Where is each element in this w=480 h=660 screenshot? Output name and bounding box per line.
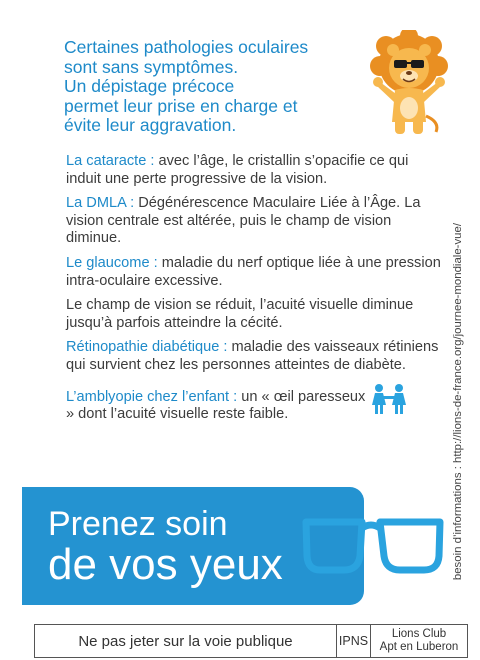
club-line-1: Lions Club	[391, 628, 447, 640]
intro-text	[64, 38, 364, 136]
intro-line: Un dépistage précoce	[64, 76, 235, 96]
description: maladie du nerf optique liée à une pression intra-oculaire excessive.	[66, 254, 441, 289]
section-amblyopie	[66, 389, 366, 424]
description: Le champ de vision se réduit, l’acuité visuelle diminue jusqu’à parfois atteindre la cécité.	[66, 297, 414, 331]
glasses-icon	[300, 512, 450, 580]
section-champ-vision	[66, 297, 446, 332]
term: L’amblyopie chez l’enfant :	[66, 388, 238, 405]
section-cataracte	[66, 153, 446, 188]
term: La DMLA :	[66, 195, 135, 212]
description: avec l’âge, le cristallin s’opacifie ce qui induit une perte progressive de la vision.	[66, 153, 409, 187]
description: maladie des vaisseaux rétiniens qui survient chez les personnes atteintes de diabète.	[66, 339, 439, 373]
intro-line: évite leur aggravation.	[64, 115, 237, 135]
section-dmla	[66, 195, 446, 248]
section-retinopathie	[66, 339, 446, 374]
children-icon	[366, 383, 412, 415]
term: Le glaucome :	[66, 254, 158, 271]
term: La cataracte :	[66, 153, 155, 169]
intro-line: sont sans symptômes.	[64, 56, 239, 77]
description: Dégénérescence Maculaire Liée à l’Âge. La vision centrale est altérée, puis le champ de vision diminue.	[66, 195, 421, 247]
footer-box	[34, 624, 468, 658]
club-name	[371, 625, 467, 657]
lion-mascot-icon	[366, 30, 452, 138]
description: un « œil paresseux » dont l’acuité visuelle reste faible.	[66, 388, 366, 423]
section-glaucome	[66, 255, 446, 290]
info-url-text: besoin d’informations : http://lions-de-france.org/journee-mondiale-vue/	[452, 222, 464, 580]
intro-line: Certaines pathologies oculaires	[64, 37, 309, 57]
disposal-warning: Ne pas jeter sur la voie publique	[35, 625, 337, 657]
intro-line: permet leur prise en charge et	[64, 95, 298, 116]
term: Rétinopathie diabétique :	[66, 339, 228, 356]
info-url-note	[449, 160, 471, 580]
slogan-line-1: Prenez soin	[48, 505, 228, 543]
club-line-2: Apt en Luberon	[379, 641, 459, 653]
ipns-label: IPNS	[337, 625, 371, 657]
slogan-line-2: de vos yeux	[48, 540, 283, 589]
